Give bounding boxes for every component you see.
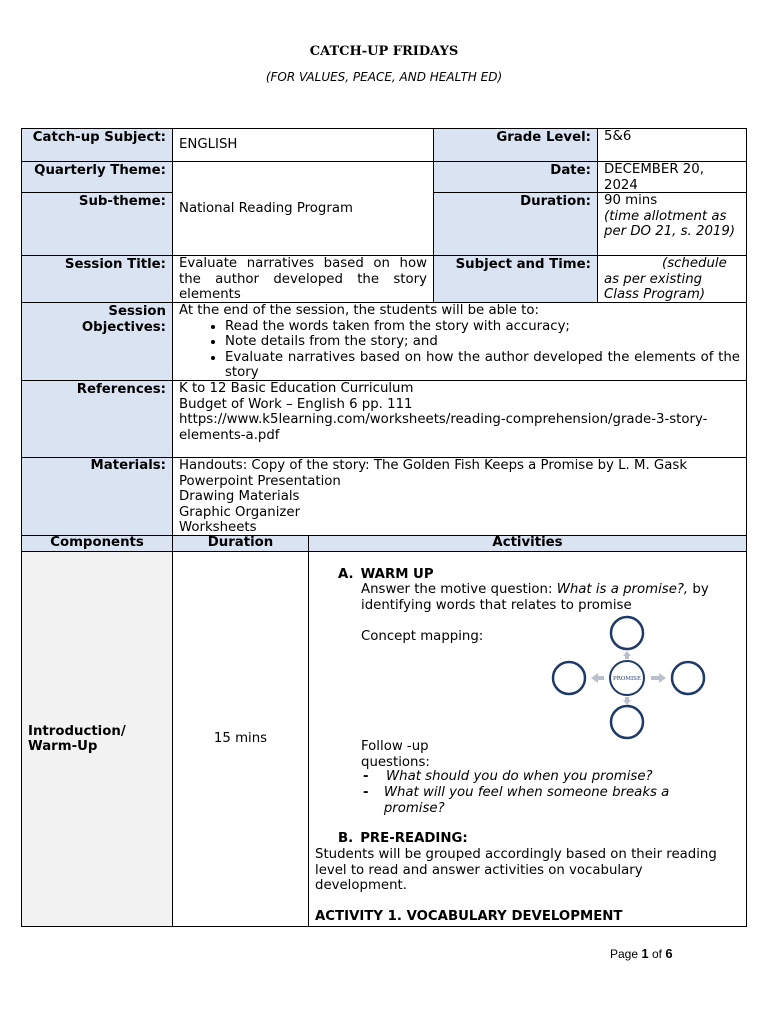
objective-item: • Evaluate narratives based on how the author developed the elements of the story [225,350,740,381]
duration-value: 90 mins (time allotment as per DO 21, s. 2019) [597,192,747,256]
concept-circle-right [672,662,704,694]
warmup-heading: A. WARM UP [338,567,434,582]
materials-value [172,457,747,536]
duration-note: (time allotment as per DO 21, s. 2019) [604,208,736,239]
material-item: Worksheets [179,520,257,535]
warmup-text: Answer the motive question: What is a promise?, by identifying words that relates to promise [361,582,709,613]
subject-time-value: (schedule as per existing Class Program) [597,255,747,303]
prereading-heading: B. PRE-READING: [338,831,468,846]
component-intro-label: Introduction/ Warm-Up [28,723,126,754]
subject-label: Catch-up Subject: [21,128,173,162]
prereading-text: Students will be grouped accordingly based on their reading level to read and answer activities on vocabulary development. [315,847,717,893]
activity-1-title: ACTIVITY 1. VOCABULARY DEVELOPMENT [315,909,623,924]
arrow-down-icon [623,697,631,705]
duration-header: Duration [172,535,309,552]
concept-circle-top [611,617,643,649]
arrow-right-icon [651,673,666,683]
sub-theme-label: Sub-theme: [21,192,173,256]
material-item: Handouts: Copy of the story: The Golden Fish Keeps a Promise by L. M. Gask [179,458,688,473]
date-value: DECEMBER 20, 2024 [597,161,747,193]
followup-question: - What should you do when you promise? [363,769,653,784]
objective-item: • Read the words taken from the story with accuracy; [225,319,740,335]
duration-label: Duration: [433,192,598,256]
activities-header: Activities [308,535,747,552]
component-intro-cell [21,551,173,927]
material-item: Drawing Materials [179,489,300,504]
session-title-value: Evaluate narratives based on how the author developed the story elements [172,255,434,303]
document-title: CATCH-UP FRIDAYS [309,44,459,59]
concept-mapping-label: Concept mapping: [361,629,484,644]
reference-item: Budget of Work – English 6 pp. 111 [179,396,413,412]
concept-center-text: PROMISE [613,676,641,682]
references-label: References: [21,380,173,458]
session-objectives-label: Session Objectives: [21,302,173,381]
document-subtitle: (FOR VALUES, PEACE, AND HEALTH ED) [265,70,503,84]
material-item: Graphic Organizer [179,504,301,520]
theme-value: National Reading Program [172,161,434,256]
subject-value: ENGLISH [172,128,434,162]
concept-circle-left [553,662,585,694]
duration-intro-cell [172,551,309,927]
grade-level-label: Grade Level: [433,128,598,162]
materials-label: Materials: [21,457,173,536]
grade-level-value: 5&6 [597,128,747,162]
components-header: Components [21,535,173,552]
concept-circle-bottom [611,706,643,738]
references-value [172,380,747,458]
page-number: Page 1 of 6 [610,946,673,961]
session-objectives-value: At the end of the session, the students will be able to: • Read the words taken from the story with accuracy; • Note details from the story; and • Evaluate narratives based on how the author developed the elements of the story [172,302,747,381]
followup-label: Follow -up questions: [361,739,430,770]
followup-question: - What will you feel when someone breaks a promise? [363,785,670,816]
date-label: Date: [433,161,598,193]
arrow-left-icon [591,673,604,683]
objective-item: • Note details from the story; and [225,334,740,350]
concept-map-diagram [548,614,708,742]
subject-time-label: Subject and Time: [433,255,598,303]
quarterly-theme-label: Quarterly Theme: [21,161,173,193]
duration-intro-value: 15 mins [213,731,268,747]
session-title-label: Session Title: [21,255,173,303]
reference-item: https://www.k5learning.com/worksheets/reading-comprehension/grade-3-story-elements-a.pdf [179,412,708,443]
reference-item: K to 12 Basic Education Curriculum [179,381,414,396]
arrow-up-icon [623,651,631,659]
material-item: Powerpoint Presentation [179,473,341,489]
